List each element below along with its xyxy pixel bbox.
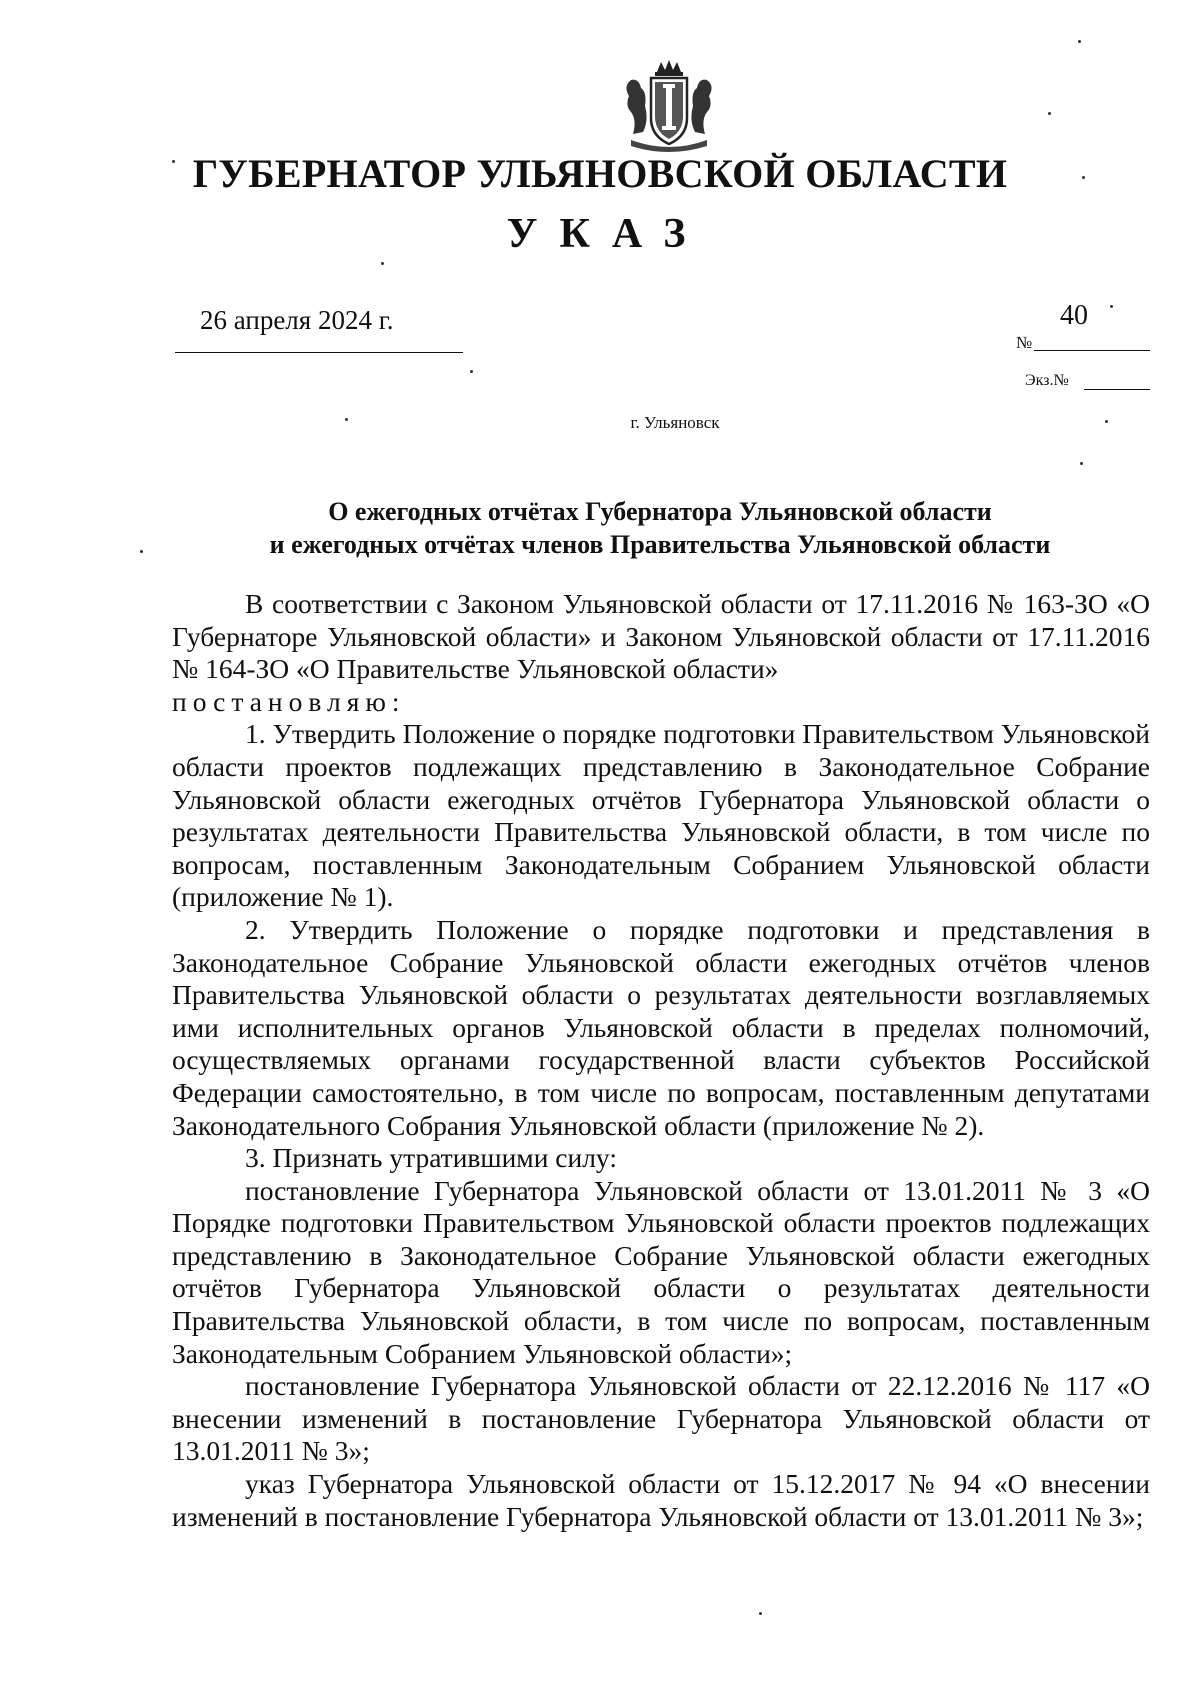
decree-body [172,588,1150,1533]
item-3: 3. Признать утратившими силу: [245,1142,617,1174]
scan-speck [140,550,143,553]
scan-speck [1082,176,1085,179]
scan-speck [381,262,384,265]
city-label: г. Ульяновск [630,413,720,432]
repeal-item-1: постановление Губернатора Ульяновской области от 13.01.2011 № 3 «О Порядке подготовки Правительством Ульяновской области проектов подлежащих представлению в Законодательное Собрание Ульяновской области ежегодных отчётов Губернатора Ульяновской области о результатах деятельности Правительства Ульяновской области, в том числе по вопросам, поставленным Законодательным Собранием Ульяновской области»; [172,1174,1150,1369]
title-line-2: и ежегодных отчётах членов Правительства Ульяновской области [269,530,1051,559]
repeal-item-2: постановление Губернатора Ульяновской области от 22.12.2016 № 117 «О внесении изменений в постановление Губернатора Ульяновской области от 13.01.2011 № 3»; [172,1370,1150,1467]
scan-speck [172,160,175,163]
decree-word: постановляю: [172,685,406,717]
decree-title [170,495,1150,561]
scan-speck [1105,420,1108,423]
number-underline [1034,350,1150,351]
item-1: 1. Утвердить Положение о порядке подготовки Правительством Ульяновской области проектов подлежащих представлению в Законодательное Собрание Ульяновской области ежегодных отчётов Губернатора Ульяновской области о результатах деятельности Правительства Ульяновской области, в том числе по вопросам, поставленным Законодательным Собранием Ульяновской области (приложение № 1). [172,718,1150,913]
coat-of-arms-emblem [615,58,723,158]
scan-speck [1080,462,1083,465]
scan-speck [1110,305,1113,308]
copy-number-underline [1084,389,1150,390]
scan-speck [1078,40,1081,43]
decree-date: 26 апреля 2024 г. [200,305,394,335]
scan-speck [345,418,348,421]
intro-paragraph: В соответствии с Законом Ульяновской области от 17.11.2016 № 163-ЗО «О Губернаторе Ульяновской области» и Законом Ульяновской области от 17.11.2016 № 164-ЗО «О Правительстве Ульяновской области» [172,588,1150,685]
number-sign: № [1016,333,1033,352]
scan-speck [759,1612,762,1615]
item-2: 2. Утвердить Положение о порядке подготовки и представления в Законодательное Собрание Ульяновской области ежегодных отчётов членов Правительства Ульяновской области о результатах деятельности возглавляемых ими исполнительных органов Ульяновской области в пределах полномочий, осуществляемых органами государственной власти субъектов Российской Федерации самостоятельно, в том числе по вопросам, поставленным депутатами Законодательного Собрания Ульяновской области (приложение № 2). [172,913,1150,1141]
date-underline [175,352,463,353]
scan-speck [470,370,473,373]
repeal-item-3: указ Губернатора Ульяновской области от 15.12.2017 № 94 «О внесении изменений в постановление Губернатора Ульяновской области от 13.01.2011 № 3»; [172,1468,1150,1532]
copy-number-label: Экз.№ [1025,372,1069,389]
title-line-1: О ежегодных отчётах Губернатора Ульяновской области [328,497,992,526]
authority-title: ГУБЕРНАТОР УЛЬЯНОВСКОЙ ОБЛАСТИ [192,151,1008,196]
scan-speck [1048,112,1051,115]
document-type: УКАЗ [506,211,708,257]
decree-number: 40 [1060,300,1088,331]
